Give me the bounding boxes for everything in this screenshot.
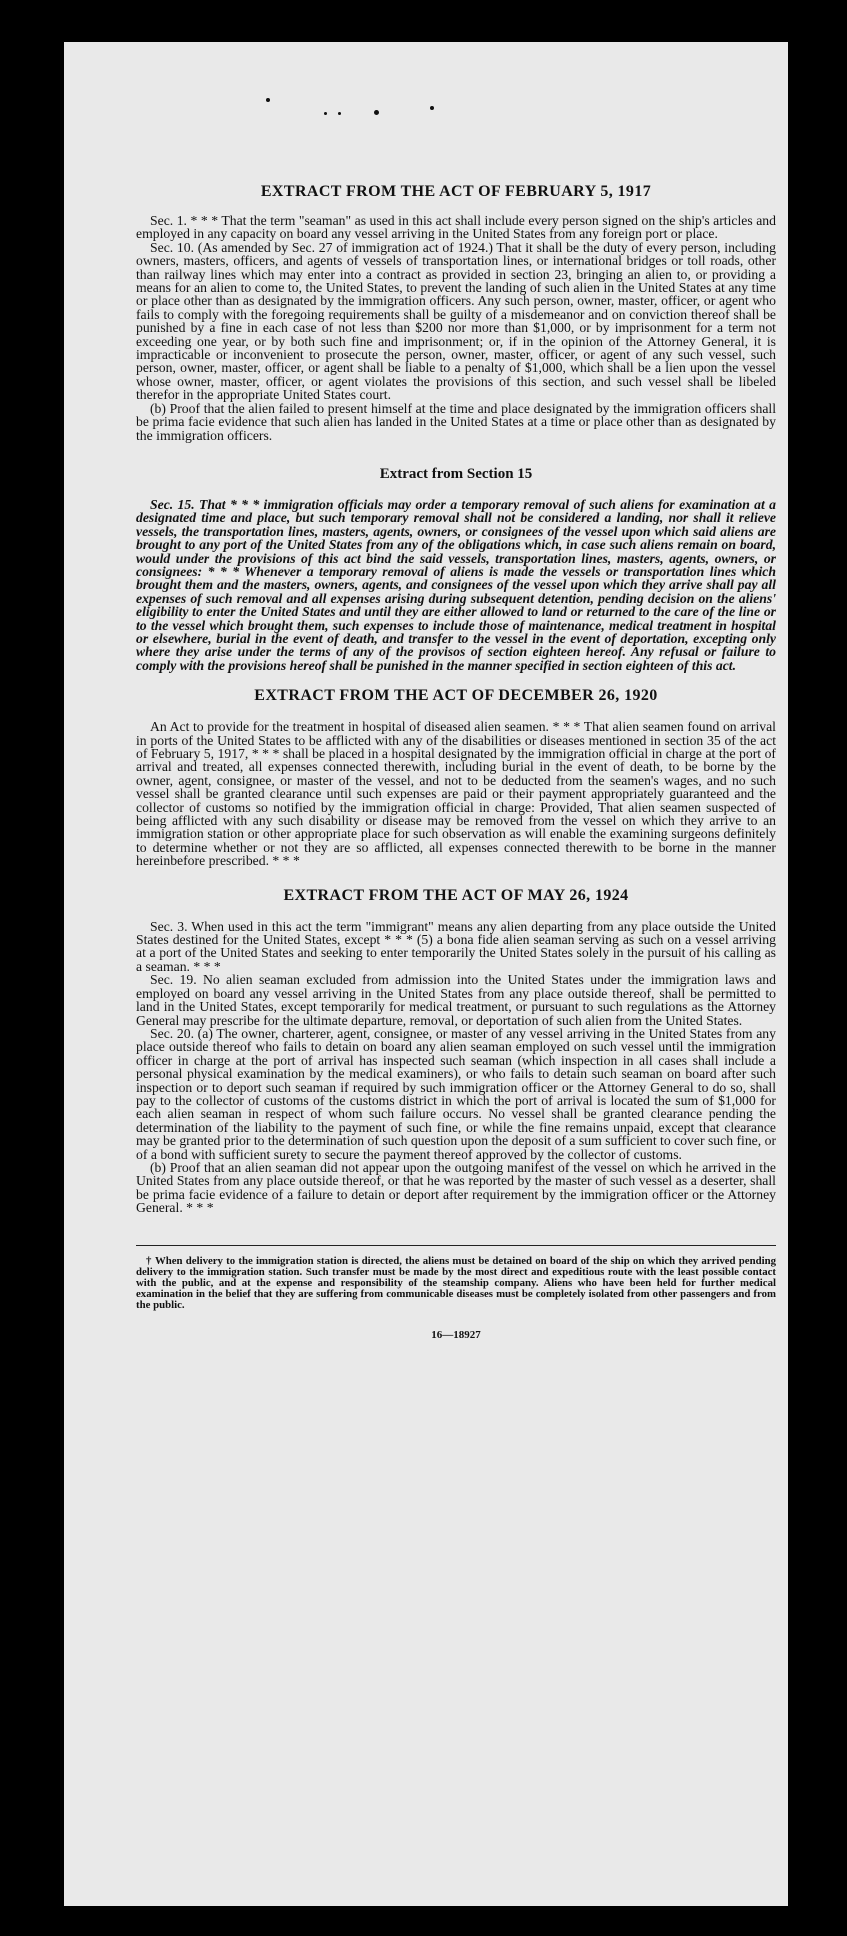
section-heading: Extract from Section 15 [379,465,533,482]
page-number: 16—18927 [431,1328,481,1341]
scan-speck [266,98,270,102]
section-paragraph: Sec. 10. (As amended by Sec. 27 of immigration act of 1924.) That it shall be the duty of every person, including owners, masters, officers, and agents of vessels of transportation lines, or international bridges or toll roads, other than railway lines which may enter into a contract as provided in section 23, bringing an alien to, or providing a means for an alien to come to, the United States, to prevent the landing of such alien in the United States at any time or place other than as designated by the immigration officers. Any such person, owner, master, officer, or agent who fails to comply with the foregoing requirements shall be guilty of a misdemeanor and on conviction thereof shall be punished by a fine in each case of not less than $200 nor more than $1,000, or by imprisonment for a term not exceeding one year, or by both such fine and imprisonment; or, if in the opinion of the Attorney General, it is impracticable or inconvenient to prosecute the person, owner, master, officer, or agent of any such vessel, such person, owner, master, officer, or agent shall be liable to a penalty of $1,000, which shall be a lien upon the vessel whose owner, master, officer, or agent violates the provisions of this section, and such vessel shall be libeled therefor in the appropriate United States court. [136,239,776,403]
section-heading: EXTRACT FROM THE ACT OF FEBRUARY 5, 1917 [260,183,652,200]
footnote: † When delivery to the immigration station is directed, the aliens must be detained on board of the ship on which they arrived pending delivery to the immigration station. Such transfer must be made by the most direct and expeditious route with the least possible contact with the public, and at the expense and responsibility of the steamship company. Aliens who have been held for further medical examination in the belief that they are suffering from communicable diseases must be completely isolated from other passengers and from the public. [136,1254,776,1311]
section-paragraph: Sec. 19. No alien seaman excluded from admission into the United States under the immigration laws and employed on board any vessel arriving in the United States from any place outside thereof, shall be permitted to land in the United States, except temporarily for medical treatment, or pursuant to such regulations as the Attorney General may prescribe for the ultimate departure, removal, or deportation of such alien from the United States. [136,972,776,1028]
document-page [64,42,788,1906]
section-paragraph: Sec. 20. (a) The owner, charterer, agent, consignee, or master of any vessel arriving in the United States from any place outside thereof who fails to detain on board any alien seaman employed on such vessel until the immigration officer in charge at the port of arrival has inspected such seaman (which inspection in all cases shall include a personal physical examination by the medical examiners), or who fails to detain such seaman on board after such inspection or to deport such seaman if required by such immigration officer or the Attorney General to do so, shall pay to the collector of customs of the customs district in which the port of arrival is located the sum of $1,000 for each alien seaman in respect of whom such failure occurs. No vessel shall be granted clearance pending the determination of the liability to the payment of such fine, or while the fine remains unpaid, except that clearance may be granted prior to the determination of such question upon the deposit of a sum sufficient to cover such fine, or of a bond with sufficient surety to secure the payment thereof approved by the collector of customs. [136,1025,776,1162]
footnote-divider [136,1245,776,1246]
section-heading: EXTRACT FROM THE ACT OF MAY 26, 1924 [283,886,629,904]
section-paragraph: (b) Proof that the alien failed to present himself at the time and place designated by the immigration officers shall be prima facie evidence that such alien has landed in the United States at a time or place other than as designated by the immigration officers. [136,400,776,443]
section-paragraph: (b) Proof that an alien seaman did not appear upon the outgoing manifest of the vessel on which he arrived in the United States from any place outside thereof, or that he was reported by the master of such vessel as a deserter, shall be prima facie evidence of a failure to detain or deport after requirement by the immigration officer or the Attorney General. * * * [136,1159,776,1216]
section-paragraph: An Act to provide for the treatment in hospital of diseased alien seamen. * * * That alien seamen found on arrival in ports of the United States to be afflicted with any of the disabilities or diseases mentioned in section 35 of the act of February 5, 1917, * * * shall be placed in a hospital designated by the immigration official in charge at the port of arrival and treated, all expenses connected therewith, including burial in the event of death, to be borne by the owner, agent, consignee, or master of the vessel, and not to be deducted from the seamen's wages, and no such vessel shall be granted clearance until such expenses are paid or their payment appropriately guaranteed and the collector of customs so notified by the immigration official in charge: Provided, That alien seamen suspected of being afflicted with any such disability or disease may be removed from the vessel on which they arrive to an immigration station or other appropriate place for such observation as will enable the examining surgeons definitely to determine whether or not they are so afflicted, all expenses connected therewith to be borne in the manner hereinbefore prescribed. * * * [136,719,776,869]
scan-speck [430,106,434,110]
document-body [136,182,776,1341]
scan-speck [338,112,341,115]
section-paragraph: Sec. 3. When used in this act the term "immigrant" means any alien departing from any place outside the United States destined for the United States, except * * * (5) a bona fide alien seaman serving as such on a vessel arriving at a port of the United States and seeking to enter temporarily the United States solely in the pursuit of his calling as a seaman. * * * [136,918,776,974]
section-paragraph: Sec. 1. * * * That the term "seaman" as used in this act shall include every person signed on the ship's articles and employed in any capacity on board any vessel arriving in the United States from any foreign port or place. [136,213,776,242]
section-heading: EXTRACT FROM THE ACT OF DECEMBER 26, 1920 [254,687,658,705]
section-paragraph: Sec. 15. That * * * immigration officials may order a temporary removal of such aliens for examination at a designated time and place, but such temporary removal shall not be considered a landing, nor shall it relieve vessels, the transportation lines, masters, agents, owners, or consignees of the vessel upon which said aliens are brought to any port of the United States from any of the obligations which, in case such aliens remain on board, would under the provisions of this act bind the said vessels, transportation lines, masters, agents, owners, or consignees: * * * Whenever a temporary removal of aliens is made the vessels or transportation lines which brought them and the masters, owners, agents, and consignees of the vessel upon which they arrive shall pay all expenses of such removal and all expenses arising during subsequent detention, pending decision on the aliens' eligibility to enter the United States and until they are either allowed to land or returned to the care of the line or to the vessel which brought them, such expenses to include those of maintenance, medical treatment in hospital or elsewhere, burial in the event of death, and transfer to the vessel in the event of deportation, excepting only where they arise under the terms of any of the provisos of section eighteen hereof. Any refusal or failure to comply with the provisions hereof shall be punished in the manner specified in section eighteen of this act. [136,496,776,673]
scan-speck [374,110,379,115]
scan-speck [324,112,327,115]
